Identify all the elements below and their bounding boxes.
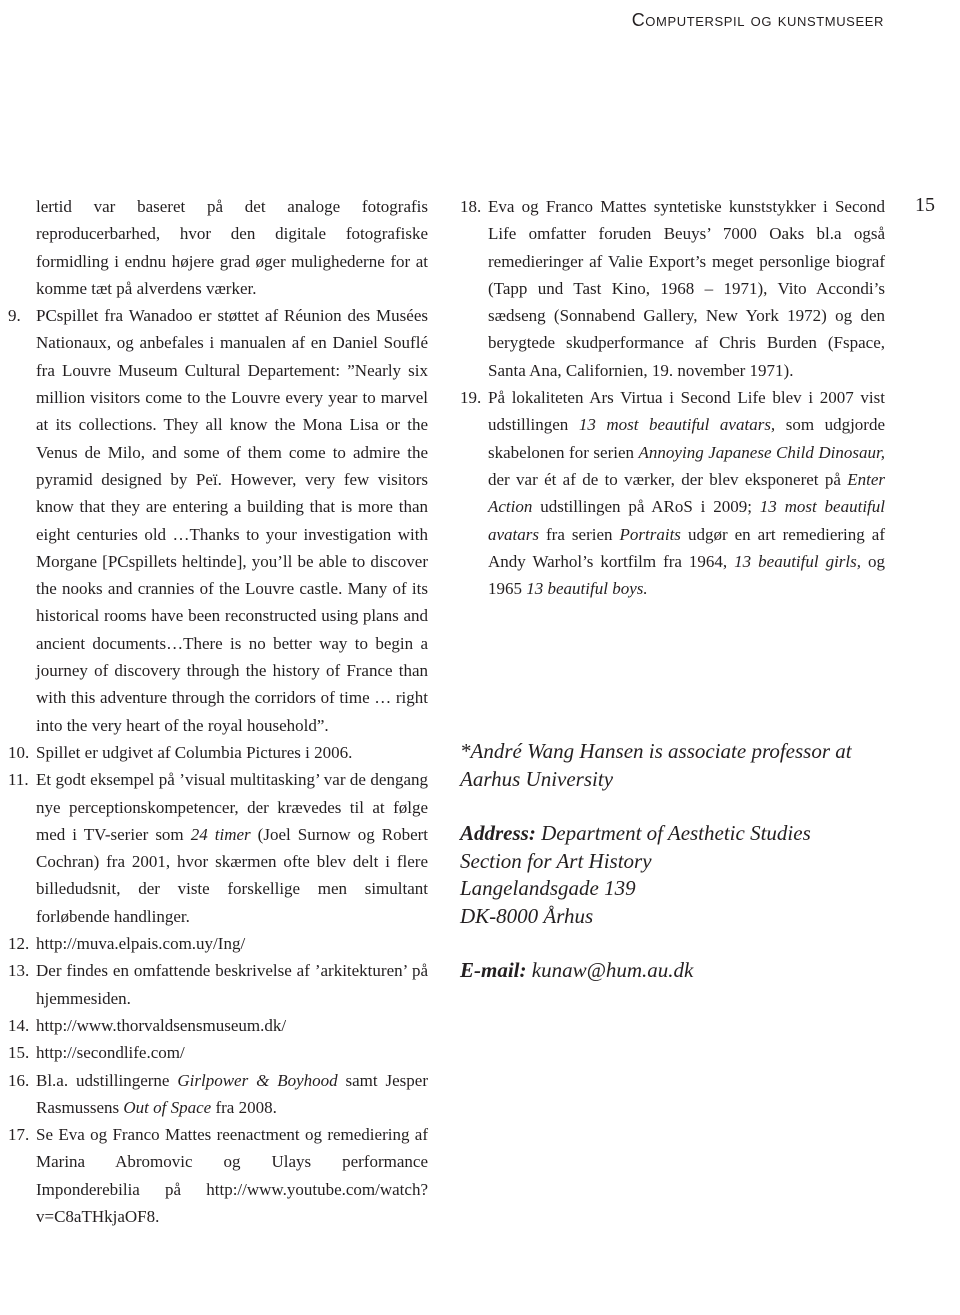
endnote-15 — [8, 1039, 428, 1066]
author-line: *André Wang Hansen is associate professor at — [460, 739, 852, 763]
address-department: Department of Aesthetic Studies — [535, 821, 811, 845]
exhibition-title: 13 most beautiful avatars — [488, 497, 885, 544]
address-label: Address: — [460, 821, 536, 845]
note-number: 16. — [8, 1070, 30, 1090]
address-section: Section for Art History — [460, 848, 652, 873]
note-text-part: Bl.a. udstillingerne — [36, 1070, 178, 1090]
note-number: 15. — [8, 1043, 30, 1063]
endnote-19 — [460, 384, 885, 602]
endnote-14 — [8, 1012, 428, 1039]
exhibition-title: Enter Action — [488, 469, 885, 517]
note-text — [36, 766, 428, 930]
author-university: Aarhus University — [460, 766, 614, 791]
exhibition-title: Girlpower & Boyhood — [177, 1070, 338, 1090]
note-text — [488, 384, 885, 602]
artwork-title: Annoying Japanese Child Dinosaur, — [638, 442, 885, 462]
note-text-part: udgør en art remediering af Andy Warhol’s kortfilm fra 1964, — [488, 524, 885, 571]
note-text: Der findes en omfattende beskrivelse af ’arkitekturen’ på hjemmesiden. — [36, 961, 428, 1008]
note-text-part: udstillingen på ARoS i 2009; — [532, 497, 760, 517]
film-title: 13 beautiful girls, — [734, 551, 862, 571]
note-text-part: (Joel Surnow og Robert Cochran) fra 2001, hvor skærmen ofte blev delt i flere billedudsnit, der viste forskellige men simultant forløbende handlinger. — [36, 824, 428, 926]
right-column — [460, 193, 885, 602]
note-text: Spillet er udgivet af Columbia Pictures i 2006. — [36, 742, 353, 762]
address-city: DK-8000 Århus — [460, 903, 594, 928]
note-number: 14. — [8, 1015, 30, 1035]
endnote-17 — [8, 1121, 428, 1230]
endnote-9 — [8, 302, 428, 739]
note-text: Eva og Franco Mattes syntetiske kunststykker i Second Life omfatter foruden Beuys’ 7000 Oaks bl.a også remedieringer af Valie Export’s meget personlige biograf (Tapp und Tast Kino, 1968 – 1971), Vito Accondi’s sædseng (Sonnabend Gallery, New York 1972) og den berygtede skudperformance af Chris Burden (Fspace, Santa Ana, Californien, 19. november 1971). — [488, 197, 885, 380]
note-text-part: På lokaliteten Ars Virtua i Second Life blev i 2007 vist udstillingen — [488, 388, 885, 435]
address-line — [460, 820, 940, 848]
author-email — [460, 957, 940, 985]
note-text-part: samt Jesper Rasmussens — [36, 1070, 429, 1117]
note-text: Se Eva og Franco Mattes reenactment og remediering af Marina Abromovic og Ulays performance Imponderebilia på http://www.youtube.com/watch?v=C8aTHkjaOF8. — [36, 1125, 428, 1226]
note-number: 9. — [8, 306, 21, 326]
email-address: kunaw@hum.au.dk — [526, 958, 694, 982]
note-text-part: der var ét af de to værker, der blev eksponeret på — [488, 469, 848, 489]
note-text-part: fra 2008. — [211, 1097, 277, 1117]
tv-series-title: 24 timer — [190, 824, 251, 844]
note-text — [36, 1067, 428, 1122]
note-text: PCspillet fra Wanadoo er støttet af Réunion des Musées Nationaux, og anbefales i manualen af en Daniel Souflé fra Louvre Museum Cultural Departement: ”Nearly six million visitors come to the Louvre every year to marvel at its collections. They all know the Mona Lisa or the Venus de Milo, and some of them come to admire the pyramid designed by Peï. However, very few visitors know that they are entering a building that is more than eight centuries old …Thanks to your investigation with Morgane [PCspillets heltinde], you’ll be able to discover the nooks and crannies of the Louvre castle. Many of its historical rooms have been reconstructed using plans and ancient documents…There is no better way to begin a journey of discovery through the history of France than with this adventure through the corridors of time … right into the very heart of the royal household”. — [36, 306, 428, 735]
note-number: 10. — [8, 742, 30, 762]
film-title: 13 beautiful boys. — [526, 579, 648, 599]
endnote-12 — [8, 930, 428, 957]
note-number: 11. — [8, 770, 29, 790]
running-header: Computerspil og kunstmuseer — [631, 10, 884, 30]
series-title: Portraits — [619, 524, 681, 544]
note-number: 18. — [460, 197, 482, 216]
note-text-part: som udgjorde skabelonen for serien — [488, 415, 885, 462]
note-url: http://www.thorvaldsensmuseum.dk/ — [36, 1015, 287, 1035]
exhibition-title: 13 most beautiful avatars, — [578, 415, 776, 435]
note-text-part: fra serien — [539, 524, 620, 544]
note-number: 13. — [8, 961, 30, 981]
note-8-continuation: lertid var baseret på det analoge fotografis reproducerbarhed, hvor den digitale fotografiske formidling i endnu højere grad øger mulighederne for at komme tæt på alverdens værker. — [36, 197, 428, 298]
email-label: E-mail: — [460, 958, 527, 982]
exhibition-title: Out of Space — [123, 1097, 212, 1117]
author-address — [460, 820, 940, 930]
note-number: 19. — [460, 388, 482, 408]
page-number: 15 — [915, 194, 935, 216]
address-street: Langelandsgade 139 — [460, 876, 636, 900]
note-number: 17. — [8, 1125, 30, 1145]
endnote-13 — [8, 957, 428, 1012]
note-url: http://secondlife.com/ — [36, 1043, 185, 1063]
note-url: http://muva.elpais.com.uy/Ing/ — [36, 934, 246, 954]
endnote-16 — [8, 1067, 428, 1122]
left-column — [8, 193, 428, 1230]
endnote-10 — [8, 739, 428, 766]
endnote-18 — [460, 193, 885, 384]
note-text-part: og 1965 — [488, 551, 885, 599]
author-affiliation — [460, 738, 940, 793]
endnote-11 — [8, 766, 428, 930]
note-text-part: Et godt eksempel på ’visual multitasking’ var de dengang nye perceptionskompetencer, der krævedes til at følge med i TV-serier som — [36, 770, 428, 844]
note-number: 12. — [8, 934, 30, 954]
